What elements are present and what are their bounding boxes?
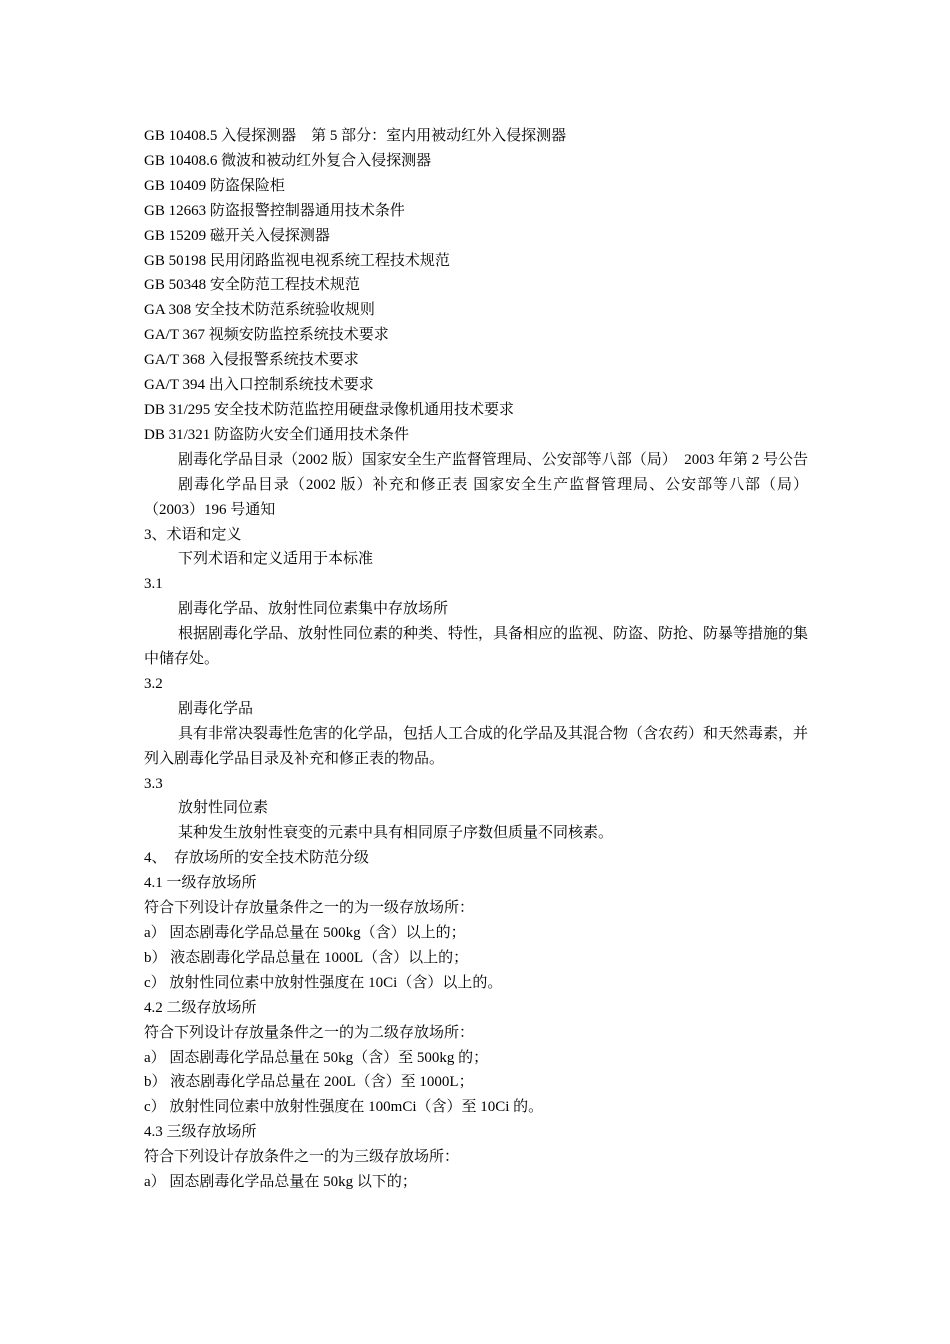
- text-line: GA/T 368 入侵报警系统技术要求: [144, 352, 359, 369]
- text-line: GA/T 394 出入口控制系统技术要求: [144, 377, 374, 394]
- text-line: 符合下列设计存放量条件之一的为二级存放场所：: [144, 1024, 475, 1041]
- text-line: DB 31/295 安全技术防范监控用硬盘录像机通用技术要求: [144, 401, 515, 418]
- text-line: GB 10408.6 微波和被动红外复合入侵探测器: [144, 152, 432, 169]
- text-line: a） 固态剧毒化学品总量在 500kg（含）以上的；: [144, 925, 466, 941]
- text-line: GB 50348 安全防范工程技术规范: [144, 277, 360, 294]
- text-line: GB 15209 磁开关入侵探测器: [144, 227, 330, 244]
- text-line: GB 12663 防盗报警控制器通用技术条件: [144, 202, 405, 219]
- paragraph: 具有非常决裂毒性危害的化学品，包括人工合成的化学品及其混合物（含农药）和天然毒素，并列入剧毒化学品目录及补充和修正表的物品。: [144, 725, 809, 767]
- indented-line: 某种发生放射性衰变的元素中具有相同原子序数但质量不同核素。: [178, 825, 614, 842]
- text-line: GB 50198 民用闭路监视电视系统工程技术规范: [144, 252, 450, 269]
- text-line: b） 液态剧毒化学品总量在 1000L（含）以上的；: [144, 949, 469, 966]
- text-line: 4、 存放场所的安全技术防范分级: [144, 850, 370, 867]
- text-line: 3.2: [144, 675, 163, 692]
- paragraph: 剧毒化学品目录（2002 版）国家安全生产监督管理局、公安部等八部（局） 2003 年第 2 号公告: [178, 451, 809, 468]
- text-line: 4.1 一级存放场所: [144, 875, 257, 892]
- text-line: GB 10409 防盗保险柜: [144, 177, 285, 194]
- indented-line: 剧毒化学品: [178, 700, 254, 717]
- indented-line: 下列术语和定义适用于本标准: [178, 551, 374, 568]
- text-line: GA/T 367 视频安防监控系统技术要求: [144, 327, 389, 344]
- text-line: 符合下列设计存放量条件之一的为一级存放场所：: [144, 900, 475, 917]
- text-line: 3.3: [144, 775, 163, 792]
- paragraph: 剧毒化学品目录（2002 版）补充和修正表 国家安全生产监督管理局、公安部等八部（局）（2003）196 号通知: [144, 476, 808, 518]
- text-line: GA 308 安全技术防范系统验收规则: [144, 302, 375, 319]
- text-line: c） 放射性同位素中放射性强度在 10Ci（含）以上的。: [144, 974, 503, 991]
- text-line: DB 31/321 防盗防火安全们通用技术条件: [144, 426, 410, 443]
- text-line: 符合下列设计存放条件之一的为三级存放场所：: [144, 1149, 460, 1166]
- text-line: 4.3 三级存放场所: [144, 1124, 257, 1141]
- indented-line: 放射性同位素: [178, 800, 269, 817]
- text-line: 3.1: [144, 576, 163, 593]
- document-page: [144, 124, 808, 1195]
- text-line: 4.2 二级存放场所: [144, 999, 257, 1016]
- paragraph: 根据剧毒化学品、放射性同位素的种类、特性，具备相应的监视、防盗、防抢、防暴等措施的集中储存处。: [144, 626, 809, 668]
- text-line: c） 放射性同位素中放射性强度在 100mCi（含）至 10Ci 的。: [144, 1099, 544, 1116]
- text-line: 3、术语和定义: [144, 526, 242, 543]
- text-line: a） 固态剧毒化学品总量在 50kg（含）至 500kg 的；: [144, 1049, 489, 1066]
- text-line: b） 液态剧毒化学品总量在 200L（含）至 1000L；: [144, 1074, 474, 1091]
- text-line: GB 10408.5 入侵探测器 第 5 部分：室内用被动红外入侵探测器: [144, 128, 567, 144]
- text-line: a） 固态剧毒化学品总量在 50kg 以下的；: [144, 1174, 417, 1191]
- indented-line: 剧毒化学品、放射性同位素集中存放场所: [178, 601, 449, 618]
